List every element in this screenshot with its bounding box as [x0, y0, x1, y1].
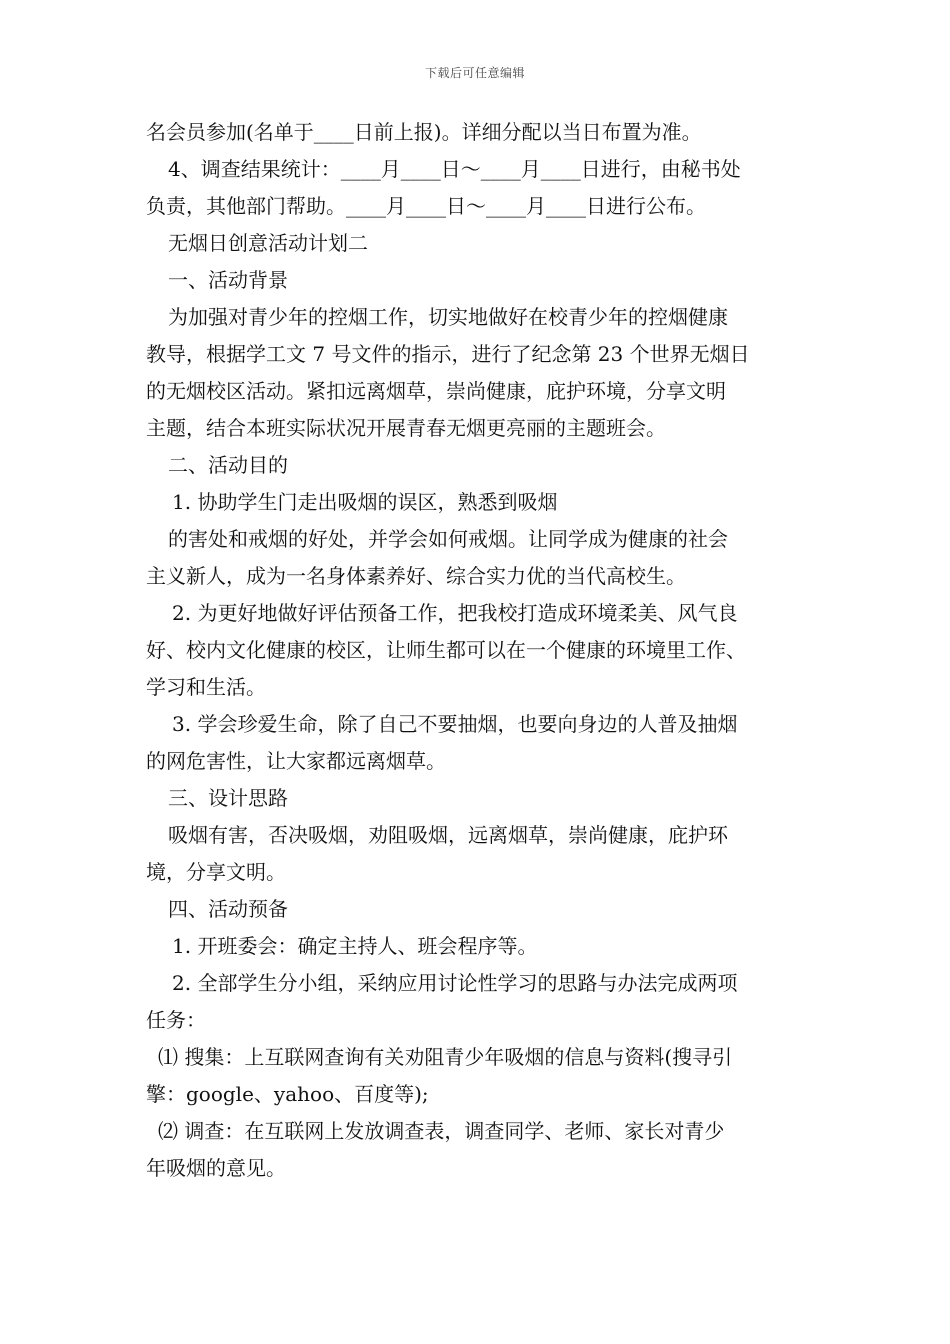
- list-item: 3. 学会珍爱生命，除了自己不要抽烟，也要向身边的人普及抽烟: [172, 712, 738, 736]
- paragraph-line: 的无烟校区活动。紧扣远离烟草，崇尚健康，庇护环境，分享文明: [146, 379, 726, 403]
- paragraph-line: 负责，其他部门帮助。____月____日～____月____日进行公布。: [146, 194, 706, 218]
- section-heading: 三、设计思路: [168, 786, 288, 810]
- paragraph-line: 擎：google、yahoo、百度等);: [146, 1082, 429, 1106]
- paragraph-line: 学习和生活。: [146, 675, 266, 699]
- paragraph-line: 年吸烟的意见。: [146, 1156, 286, 1180]
- list-item: 2. 全部学生分小组，采纳应用讨论性学习的思路与办法完成两项: [172, 971, 738, 995]
- section-heading: 一、活动背景: [168, 268, 288, 292]
- paragraph-line: 境，分享文明。: [146, 860, 286, 884]
- paragraph-line: 教导，根据学工文 7 号文件的指示，进行了纪念第 23 个世界无烟日: [146, 342, 750, 366]
- section-heading: 四、活动预备: [168, 897, 288, 921]
- list-item: 1. 协助学生门走出吸烟的误区，熟悉到吸烟: [172, 490, 558, 514]
- paragraph-line: 4、调查结果统计：____月____日～____月____日进行，由秘书处: [168, 157, 741, 181]
- paragraph-line: 任务：: [146, 1008, 206, 1032]
- list-item: 2. 为更好地做好评估预备工作，把我校打造成环境柔美、风气良: [172, 601, 738, 625]
- document-body: [146, 114, 810, 1187]
- paragraph-line: 主题，结合本班实际状况开展青春无烟更亮丽的主题班会。: [146, 416, 666, 440]
- paragraph-line: 的害处和戒烟的好处，并学会如何戒烟。让同学成为健康的社会: [168, 527, 728, 551]
- page-header: 下载后可任意编辑: [424, 66, 525, 80]
- list-item: ⑴ 搜集：上互联网查询有关劝阻青少年吸烟的信息与资料(搜寻引: [158, 1045, 733, 1069]
- paragraph-line: 为加强对青少年的控烟工作，切实地做好在校青少年的控烟健康: [168, 305, 728, 329]
- list-item: ⑵ 调查：在互联网上发放调查表，调查同学、老师、家长对青少: [158, 1119, 725, 1143]
- list-item: 1. 开班委会：确定主持人、班会程序等。: [172, 934, 538, 958]
- section-title: 无烟日创意活动计划二: [168, 231, 368, 255]
- paragraph-line: 主义新人，成为一名身体素养好、综合实力优的当代高校生。: [146, 564, 686, 588]
- section-heading: 二、活动目的: [168, 453, 288, 477]
- paragraph-line: 的网危害性，让大家都远离烟草。: [146, 749, 446, 773]
- paragraph-line: 名会员参加(名单于____日前上报)。详细分配以当日布置为准。: [146, 120, 702, 144]
- paragraph-line: 吸烟有害，否决吸烟，劝阻吸烟，远离烟草，崇尚健康，庇护环: [168, 823, 728, 847]
- paragraph-line: 好、校内文化健康的校区，让师生都可以在一个健康的环境里工作、: [146, 638, 746, 662]
